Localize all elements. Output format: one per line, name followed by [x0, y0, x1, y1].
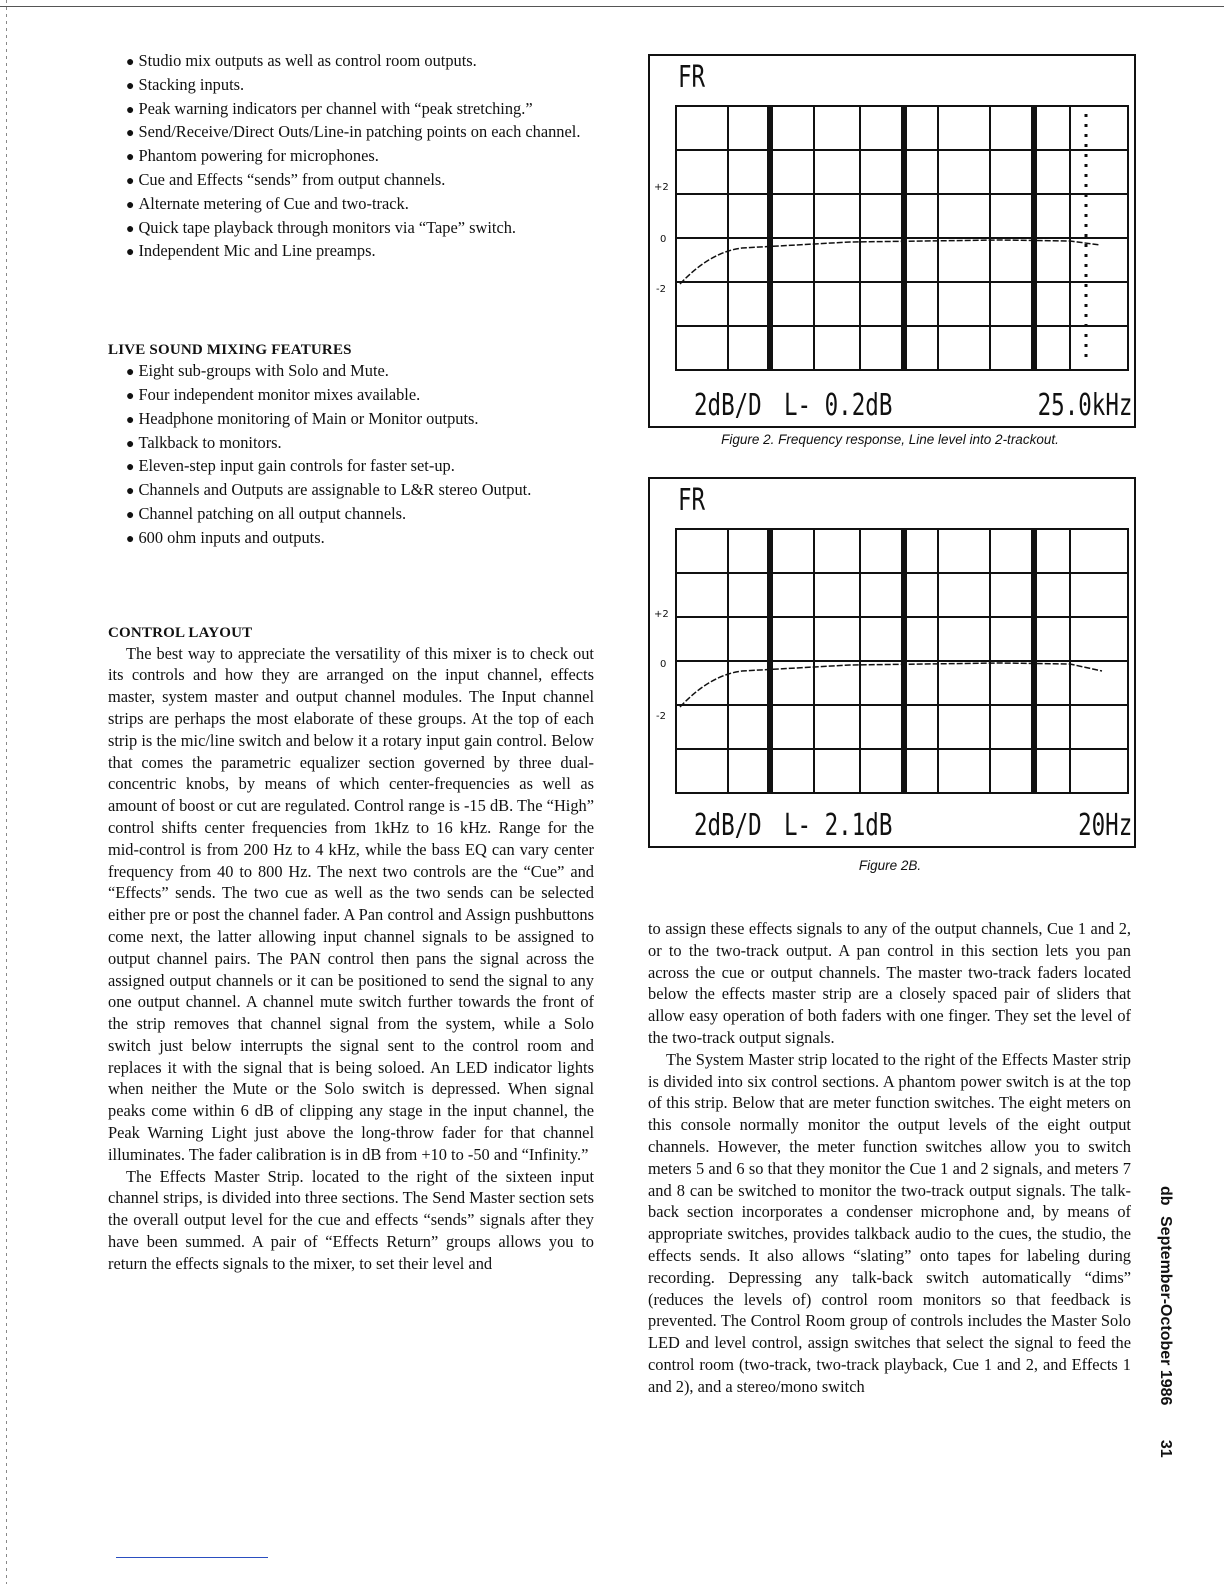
- list-item: ● Headphone monitoring of Main or Monitor outputs.: [126, 408, 479, 428]
- left-column: [108, 50, 594, 1275]
- figure-readout: [650, 808, 1134, 844]
- list-item: ● Alternate metering of Cue and two-track.: [126, 193, 409, 213]
- list-item: ● Four independent monitor mixes available.: [126, 384, 421, 404]
- body-paragraph: The best way to appreciate the versatility of this mixer is to check out its controls and how they are arranged on the input channel, effects master, system master and output channel modules. The Input channel strips are perhaps the most elaborate of these groups. At the top of each strip is the mic/line switch and below it a rotary input gain control. Below that comes the parametric equalizer section governed by three dual-concentric knobs, by means of which center-frequencies as well as amount of boost or cut are regulated. Control range is -15 dB. The “High” control shifts center frequencies from 1kHz to 16 kHz. Range for the mid-control is from 200 Hz to 4 kHz, while the bass EQ can vary center frequency from 40 to 800 Hz. The next two controls are the “Cue” and “Effects” sends. The two cue as well as the two sends can be selected either pre or post the channel fader. A Pan control and Assign pushbuttons come next, the latter allowing input channel signals to be assigned to output channel pairs. The PAN control then pans the signal across the assigned output channels or it can be positioned to send the signal to any one output channel. A channel mute switch further towards the front of the strip removes that channel signal from the system, while a Solo switch just below interrupts the signal sent to the control room and replaces it with the signal that is being soloed. An LED indicator lights when neither the Mute or the Solo switch is depressed. When signal peaks come within 6 dB of clipping any stage in the input channel, the Peak Warning Light just above the long-throw fader for that channel illuminates. The fader calibration is in dB from +10 to -50 and “Infinity.”: [108, 643, 594, 1164]
- live-feature-list: [108, 360, 594, 550]
- list-item: ● Send/Receive/Direct Outs/Line-in patching points on each channel.: [126, 122, 581, 142]
- fr-grid-1: [650, 56, 1134, 426]
- page-footer: [1146, 1186, 1176, 1546]
- list-item: ● 600 ohm inputs and outputs.: [126, 527, 325, 547]
- y-tick-label: +2: [654, 609, 669, 620]
- figure-caption: Figure 2B.: [858, 858, 922, 873]
- y-tick-label: 0: [660, 234, 667, 245]
- publication-name: db: [1157, 1186, 1174, 1206]
- y-tick-label: -2: [656, 711, 666, 722]
- list-item: ● Channel patching on all output channels.: [126, 503, 407, 523]
- y-tick-label: +2: [654, 182, 669, 193]
- readout-level: L- 2.1dB: [784, 808, 893, 843]
- page-number: 31: [1157, 1439, 1174, 1458]
- section-heading-control-layout: CONTROL LAYOUT: [108, 624, 253, 641]
- readout-scale: 2dB/D: [694, 808, 762, 843]
- figure-caption: Figure 2. Frequency response, Line level into 2-trackout.: [721, 432, 1059, 447]
- page-top-rule: [0, 6, 1224, 7]
- readout-level: L- 0.2dB: [784, 388, 893, 423]
- figure-frequency-response-2: [648, 477, 1136, 848]
- list-item: ● Studio mix outputs as well as control room outputs.: [126, 51, 477, 70]
- body-paragraph: The System Master strip located to the right of the Effects Master strip is divided into six control sections. A phantom power switch is at the top of this strip. Below that are meter function switches. The eight meters on this console normally monitor the output levels of the eight output channels. However, the meter function switches allow you to switch meters 5 and 6 so that they monitor the Cue 1 and 2 signals, and meters 7 and 8 can be switched to monitor the two-track output signals. The talk-back section incorporates a condenser microphone and, by means of appropriate switches, provides talkback audio to the cues, the studio, the effects sends. It also allows “slating” onto tapes for labeling during recording. Depressing any talk-back switch automatically “dims” (reduces the levels of) control room monitors so that feedback is prevented. The Control Room group of controls includes the Master Solo LED and level control, assign switches that select the signal to feed the control room (two-track, two-track playback, Cue 1 and 2, and Effects 1 and 2), and a stereo/mono switch: [648, 1049, 1131, 1396]
- list-item: ● Peak warning indicators per channel with “peak stretching.”: [126, 98, 533, 118]
- readout-scale: 2dB/D: [694, 388, 762, 423]
- figure-title: FR: [678, 483, 706, 518]
- body-paragraph: to assign these effects signals to any of the output channels, Cue 1 and 2, or to the two-track output. A pan control in this section lets you pan across the cue or output channels. The master two-track faders located below the effects master strip are a closely spaced pair of sliders that allow easy operation of both faders with one finger. They set the level of the two-track output signals.: [648, 919, 1131, 1047]
- figure-readout: [650, 388, 1134, 424]
- figure-title: FR: [678, 60, 706, 95]
- list-item: ● Channels and Outputs are assignable to L&R stereo Output.: [126, 480, 532, 500]
- list-item: ● Independent Mic and Line preamps.: [126, 241, 376, 261]
- list-item: ● Cue and Effects “sends” from output channels.: [126, 169, 446, 189]
- list-item: ● Eight sub-groups with Solo and Mute.: [126, 361, 389, 381]
- list-item: ● Quick tape playback through monitors via “Tape” switch.: [126, 217, 517, 237]
- right-column: [648, 918, 1131, 1398]
- footer-rule: [116, 1557, 268, 1558]
- issue-date: September-October 1986: [1157, 1216, 1174, 1406]
- studio-feature-list: [108, 50, 594, 264]
- readout-frequency: 20Hz: [1077, 808, 1132, 843]
- readout-frequency: 25.0kHz: [1037, 388, 1132, 423]
- body-paragraph: The Effects Master Strip. located to the right of the sixteen input channel strips, is divided into three sections. The Send Master section sets the overall output level for the cue and effects “sends” signals after they have been summed. A pair of “Effects Return” groups allows you to return the effects signals to the mixer, to set their level and: [108, 1166, 594, 1273]
- list-item: ● Phantom powering for microphones.: [126, 146, 379, 166]
- list-item: ● Eleven-step input gain controls for faster set-up.: [126, 456, 455, 476]
- page-left-edge: [6, 0, 7, 1584]
- y-tick-label: 0: [660, 659, 667, 670]
- list-item: ● Stacking inputs.: [126, 74, 245, 94]
- figure-frequency-response-1: [648, 54, 1136, 428]
- y-tick-label: -2: [656, 284, 666, 295]
- fr-grid-2: [650, 479, 1134, 846]
- section-heading-live-sound: LIVE SOUND MIXING FEATURES: [108, 342, 352, 359]
- list-item: ● Talkback to monitors.: [126, 432, 282, 452]
